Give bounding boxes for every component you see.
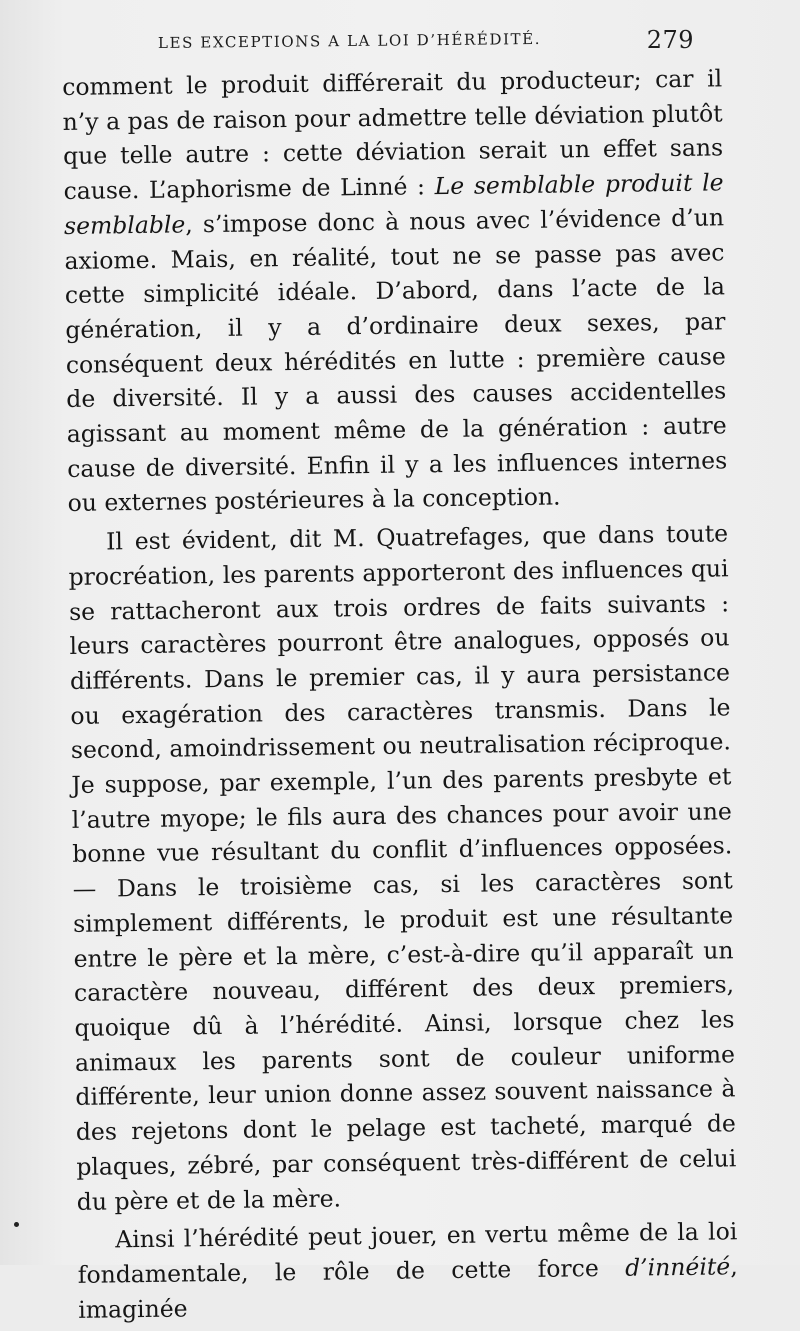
running-title: LES EXCEPTIONS A LA LOI D’HÉRÉDITÉ. xyxy=(157,29,542,52)
running-head xyxy=(60,26,700,56)
body-text xyxy=(62,61,738,1331)
paragraph-3-text-b: , imaginée xyxy=(78,1252,738,1324)
ink-speck xyxy=(14,1222,19,1227)
page-number: 279 xyxy=(646,26,694,54)
paragraph-1-italic-aphorism: Le semblable produit le semblable xyxy=(63,168,724,240)
paragraph-3-text-a: Ainsi l’hérédité peut jouer, en vertu même de la loi fondamentale, le rôle de cette force xyxy=(77,1217,738,1289)
paragraph-1 xyxy=(62,61,728,521)
paragraph-1-text-b: , s’impose donc à nous avec l’évidence d’un axiome. Mais, en réalité, tout ne se passe pas avec cette simplicité idéale. D’abord, dans l’acte de la génération, il y a d’ordinaire deux sexes, par conséquent deux hérédités en lutte : première cause de diversité. Il y a aussi des causes accidentelles agissant au moment même de la génération : autre cause de diversité. Enfin il y a les influences internes ou externes postérieures à la conception. xyxy=(64,203,728,518)
paragraph-3 xyxy=(77,1214,738,1327)
paragraph-1-text-a: comment le produit différerait du producteur; car il n’y a pas de raison pour admettre telle déviation plutôt que telle autre : cette déviation serait un effet sans cause. L’aphorisme de Linné : xyxy=(62,64,724,206)
paragraph-2: Il est évident, dit M. Quatrefages, que dans toute procréation, les parents apporteront des influences qui se rattacheront aux trois ordres de faits suivants : leurs caractères pourront être analogues, opposés ou différents. Dans le premier cas, il y aura persistance ou exagération des caractères transmis. Dans le second, amoindrissement ou neutralisation réciproque. Je suppose, par exemple, l’un des parents presbyte et l’autre myope; le fils aura des chances pour avoir une bonne vue résultant du conflit d’influences opposées. — Dans le troisième cas, si les caractères sont simplement différents, le produit est une résultante entre le père et la mère, c’est-à-dire qu’il apparaît un caractère nouveau, différent des deux premiers, quoique dû à l’hérédité. Ainsi, lorsque chez les animaux les parents sont de couleur uniforme différente, leur union donne assez souvent naissance à des rejetons dont le pelage est tacheté, marqué de plaques, zébré, par conséquent très-différent de celui du père et de la mère. xyxy=(68,519,737,1216)
paragraph-3-italic-term: d’innéité xyxy=(624,1252,731,1282)
